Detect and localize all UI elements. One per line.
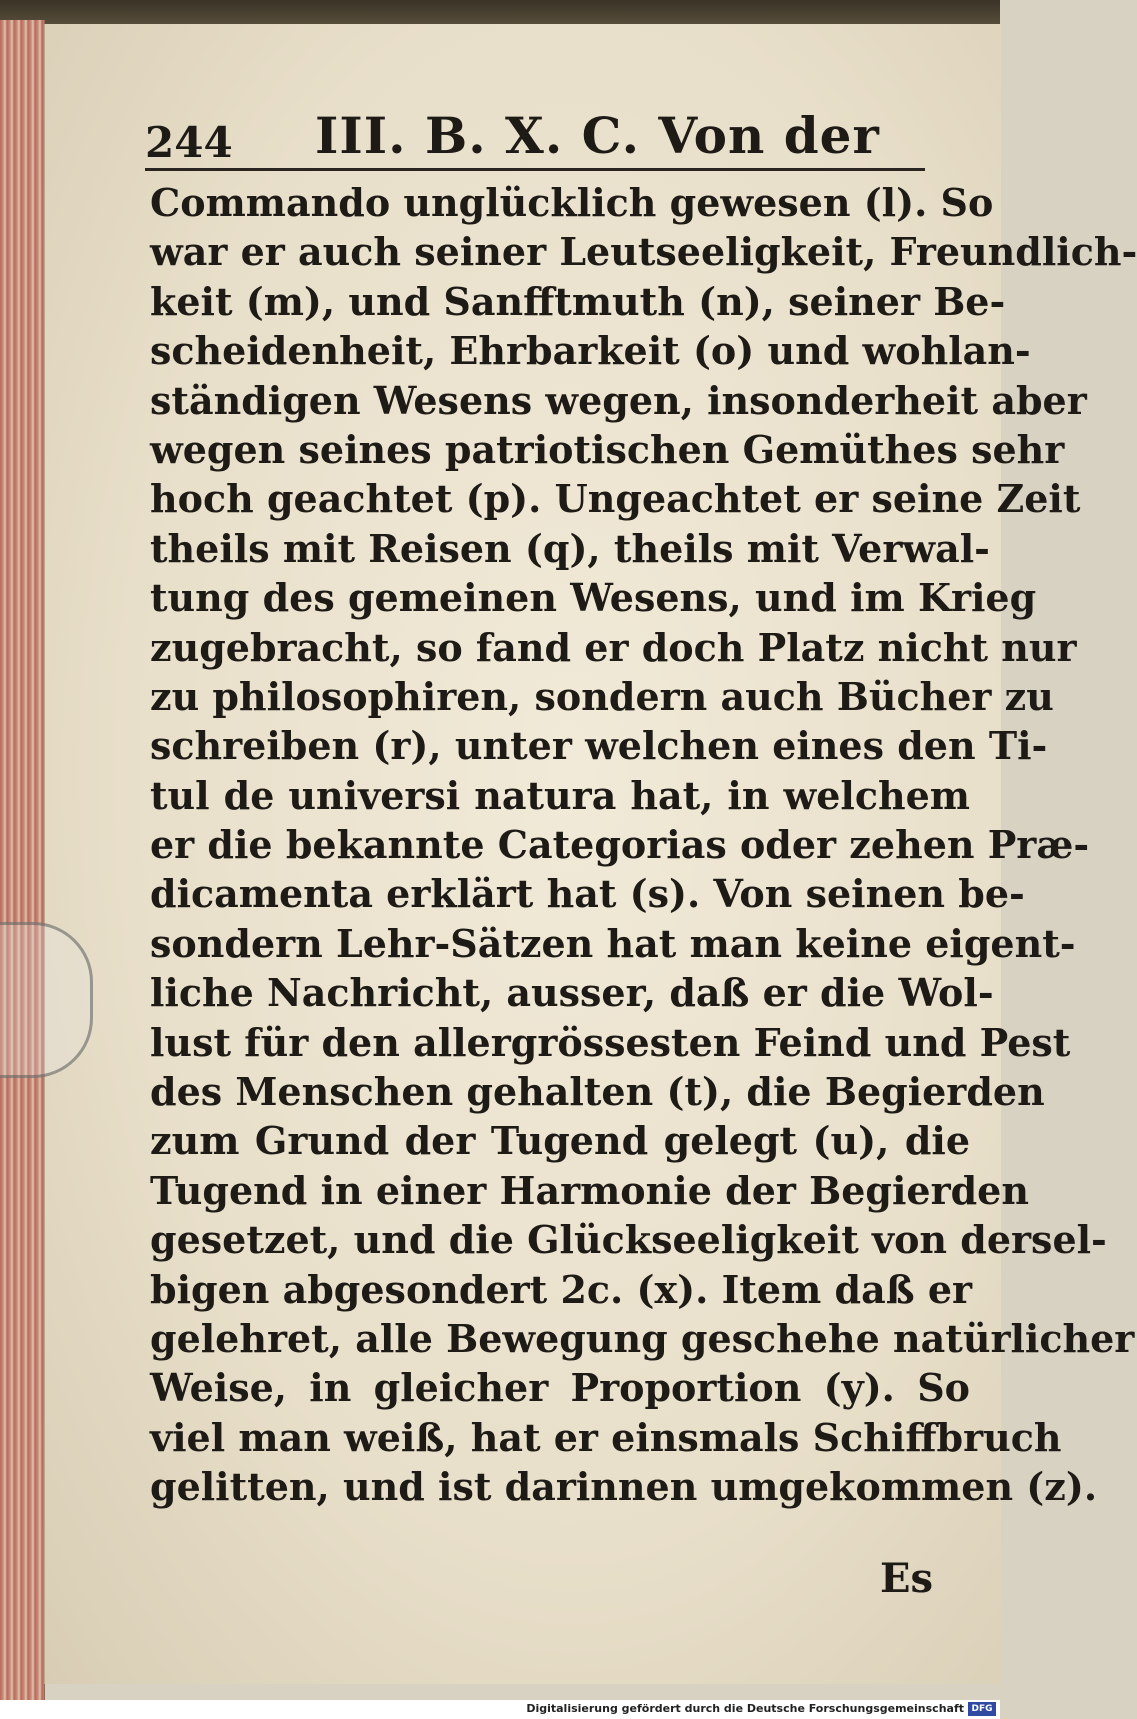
- text-line: zu philosophiren, sondern auch Bücher zu: [150, 673, 1054, 719]
- digitization-credit: Digitalisierung gefördert durch die Deutsche Forschungsgemeinschaft: [526, 1702, 964, 1715]
- text-line: dicamenta erklärt hat (s). Von seinen be-: [150, 871, 1025, 917]
- text-line: hoch geachtet (p). Ungeachtet er seine Zeit: [150, 476, 1081, 522]
- page-header: [145, 96, 925, 171]
- text-line: des Menschen gehalten (t), die Begierden: [150, 1069, 1045, 1115]
- text-line: tul de universi natura hat, in welchem: [150, 772, 970, 818]
- text-line: tung des gemeinen Wesens, und im Krieg: [150, 575, 1037, 621]
- text-line: Weise, in gleicher Proportion (y). So: [150, 1365, 970, 1411]
- page-number: 244: [145, 118, 233, 167]
- dfg-logo-icon: DFG: [968, 1702, 996, 1716]
- catchword: Es: [880, 1555, 934, 1602]
- text-line: zugebracht, so fand er doch Platz nicht nur: [150, 624, 1077, 670]
- running-title: III. B. X. C. Von der: [315, 106, 880, 165]
- body-text: [150, 178, 1137, 1512]
- text-line: er die bekannte Categorias oder zehen Præ-: [150, 822, 1090, 868]
- text-line: gesetzet, und die Glückseeligkeit von dersel-: [150, 1217, 1107, 1263]
- text-line: ständigen Wesens wegen, insonderheit aber: [150, 377, 1087, 423]
- text-line: wegen seines patriotischen Gemüthes sehr: [150, 426, 1065, 472]
- text-line: Commando unglücklich gewesen (l). So: [150, 180, 994, 225]
- text-line: scheidenheit, Ehrbarkeit (o) und wohlan-: [150, 328, 1031, 374]
- text-line: gelehret, alle Bewegung geschehe natürlicher: [150, 1315, 1135, 1361]
- text-line: liche Nachricht, ausser, daß er die Wol-: [150, 970, 994, 1016]
- text-line: lust für den allergrössesten Feind und Pest: [150, 1019, 1071, 1065]
- text-line: viel man weiß, hat er einsmals Schiffbruch: [150, 1414, 1062, 1460]
- book-page-edges: [0, 20, 45, 1700]
- text-line: zum Grund der Tugend gelegt (u), die: [150, 1118, 970, 1164]
- text-line: sondern Lehr-Sätzen hat man keine eigent-: [150, 920, 1076, 966]
- page-clip: [0, 922, 93, 1078]
- text-line: Tugend in einer Harmonie der Begierden: [150, 1167, 1029, 1213]
- text-line: gelitten, und ist darinnen umgekommen (z).: [150, 1464, 1098, 1510]
- text-line: theils mit Reisen (q), theils mit Verwal-: [150, 525, 990, 571]
- text-line: bigen abgesondert 2c. (x). Item daß er: [150, 1266, 973, 1312]
- text-line: schreiben (r), unter welchen eines den Ti-: [150, 723, 1048, 769]
- text-line: war er auch seiner Leutseeligkeit, Freundlich-: [150, 229, 1137, 275]
- text-line: keit (m), und Sanfftmuth (n), seiner Be-: [150, 278, 1006, 324]
